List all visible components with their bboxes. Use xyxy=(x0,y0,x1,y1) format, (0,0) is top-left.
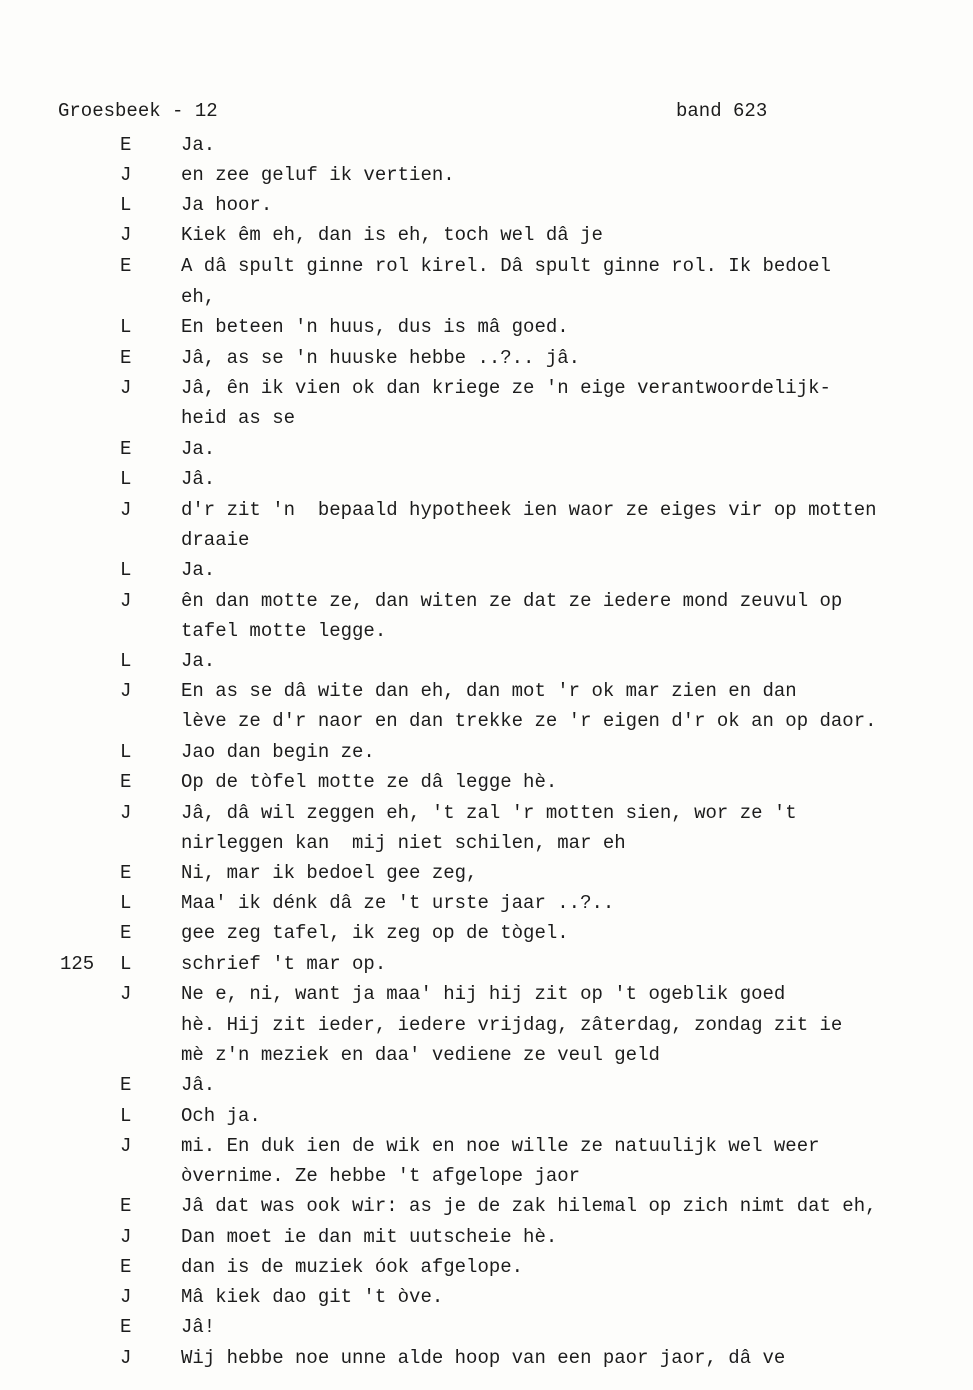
utterance-text: Dan moet ie dan mit uutscheie hè. xyxy=(181,1226,558,1248)
transcript-line xyxy=(0,525,973,555)
utterance-text: Ja hoor. xyxy=(181,194,273,216)
transcript-line xyxy=(0,190,973,220)
utterance-text: dan is de muziek óok afgelope. xyxy=(181,1256,524,1278)
utterance-text: Jâ! xyxy=(181,1316,216,1338)
speaker-label: E xyxy=(120,255,132,277)
transcript-line xyxy=(0,282,973,312)
utterance-text: Jâ. xyxy=(181,1074,216,1096)
transcript-line xyxy=(0,888,973,918)
transcript-line xyxy=(0,798,973,828)
utterance-text: Jâ, dâ wil zeggen eh, 't zal 'r motten sien, wor ze 't xyxy=(181,802,797,824)
utterance-text: òvernime. Ze hebbe 't afgelope jaor xyxy=(181,1165,581,1187)
transcript-line xyxy=(0,616,973,646)
utterance-text: draaie xyxy=(181,529,250,551)
utterance-text: nirleggen kan mij niet schilen, mar eh xyxy=(181,832,626,854)
utterance-text: Jâ dat was ook wir: as je de zak hilemal op zich nimt dat eh, xyxy=(181,1195,877,1217)
transcript-line xyxy=(0,403,973,433)
speaker-label: L xyxy=(120,468,132,490)
transcript-line xyxy=(0,586,973,616)
utterance-text: eh, xyxy=(181,286,216,308)
utterance-text: lève ze d'r naor en dan trekke ze 'r eigen d'r ok an op daor. xyxy=(181,710,877,732)
transcript-line xyxy=(0,767,973,797)
speaker-label: J xyxy=(120,802,132,824)
utterance-text: Kiek êm eh, dan is eh, toch wel dâ je xyxy=(181,224,603,246)
speaker-label: E xyxy=(120,862,132,884)
utterance-text: Jao dan begin ze. xyxy=(181,741,375,763)
utterance-text: Jâ, as se 'n huuske hebbe ..?.. jâ. xyxy=(181,347,581,369)
transcript-line xyxy=(0,979,973,1009)
utterance-text: Ja. xyxy=(181,650,216,672)
transcript-line xyxy=(0,130,973,160)
utterance-text: Jâ. xyxy=(181,468,216,490)
utterance-text: En beteen 'n huus, dus is mâ goed. xyxy=(181,316,569,338)
speaker-label: L xyxy=(120,953,132,975)
speaker-label: J xyxy=(120,224,132,246)
transcript-line xyxy=(0,1010,973,1040)
transcript-line xyxy=(0,495,973,525)
speaker-label: E xyxy=(120,347,132,369)
transcript-line xyxy=(0,160,973,190)
transcript-line xyxy=(0,949,973,979)
speaker-label: E xyxy=(120,1256,132,1278)
utterance-text: Ja. xyxy=(181,559,216,581)
transcript-line xyxy=(0,1101,973,1131)
utterance-text: A dâ spult ginne rol kirel. Dâ spult ginne rol. Ik bedoel xyxy=(181,255,831,277)
transcript-line xyxy=(0,1222,973,1252)
speaker-label: J xyxy=(120,590,132,612)
utterance-text: en zee geluf ik vertien. xyxy=(181,164,455,186)
speaker-label: L xyxy=(120,1105,132,1127)
speaker-label: E xyxy=(120,438,132,460)
speaker-label: L xyxy=(120,741,132,763)
utterance-text: hè. Hij zit ieder, iedere vrijdag, zâterdag, zondag zit ie xyxy=(181,1014,843,1036)
utterance-text: Ja. xyxy=(181,134,216,156)
transcript-line xyxy=(0,1191,973,1221)
speaker-label: L xyxy=(120,650,132,672)
transcript-line xyxy=(0,1131,973,1161)
transcript-line xyxy=(0,343,973,373)
utterance-text: Jâ, ên ik vien ok dan kriege ze 'n eige verantwoordelijk- xyxy=(181,377,831,399)
utterance-text: tafel motte legge. xyxy=(181,620,387,642)
speaker-label: E xyxy=(120,771,132,793)
utterance-text: d'r zit 'n bepaald hypotheek ien waor ze eiges vir op motten xyxy=(181,499,877,521)
utterance-text: Ne e, ni, want ja maa' hij hij zit op 't ogeblik goed xyxy=(181,983,786,1005)
transcript-line xyxy=(0,828,973,858)
speaker-label: E xyxy=(120,922,132,944)
transcript-line xyxy=(0,858,973,888)
utterance-text: Op de tòfel motte ze dâ legge hè. xyxy=(181,771,558,793)
speaker-label: J xyxy=(120,1226,132,1248)
utterance-text: mi. En duk ien de wik en noe wille ze natuulijk wel weer xyxy=(181,1135,820,1157)
utterance-text: En as se dâ wite dan eh, dan mot 'r ok mar zien en dan xyxy=(181,680,797,702)
transcript-line xyxy=(0,918,973,948)
transcript-line xyxy=(0,312,973,342)
utterance-text: Mâ kiek dao git 't òve. xyxy=(181,1286,444,1308)
transcript-line xyxy=(0,646,973,676)
transcript-line xyxy=(0,1252,973,1282)
utterance-text: Ni, mar ik bedoel gee zeg, xyxy=(181,862,478,884)
transcript-line xyxy=(0,1312,973,1342)
speaker-label: J xyxy=(120,1135,132,1157)
speaker-label: E xyxy=(120,1074,132,1096)
speaker-label: J xyxy=(120,164,132,186)
utterance-text: ên dan motte ze, dan witen ze dat ze iedere mond zeuvul op xyxy=(181,590,843,612)
header-location: Groesbeek - 12 xyxy=(58,100,218,122)
transcript-line xyxy=(0,251,973,281)
transcript-line xyxy=(0,706,973,736)
speaker-label: L xyxy=(120,559,132,581)
speaker-label: L xyxy=(120,892,132,914)
transcript-line xyxy=(0,1070,973,1100)
speaker-label: J xyxy=(120,499,132,521)
transcript-line xyxy=(0,1161,973,1191)
utterance-text: Ja. xyxy=(181,438,216,460)
speaker-label: E xyxy=(120,1195,132,1217)
transcript-line xyxy=(0,1040,973,1070)
speaker-label: E xyxy=(120,1316,132,1338)
transcript-line xyxy=(0,220,973,250)
transcript-line xyxy=(0,737,973,767)
speaker-label: L xyxy=(120,194,132,216)
transcript-line xyxy=(0,464,973,494)
utterance-text: Och ja. xyxy=(181,1105,261,1127)
speaker-label: J xyxy=(120,680,132,702)
speaker-label: J xyxy=(120,983,132,1005)
transcript-line xyxy=(0,1343,973,1373)
transcript-line xyxy=(0,373,973,403)
speaker-label: J xyxy=(120,1286,132,1308)
transcript-line xyxy=(0,555,973,585)
utterance-text: mè z'n meziek en daa' vediene ze veul geld xyxy=(181,1044,660,1066)
utterance-text: Maa' ik dénk dâ ze 't urste jaar ..?.. xyxy=(181,892,615,914)
utterance-text: heid as se xyxy=(181,407,296,429)
speaker-label: J xyxy=(120,1347,132,1369)
utterance-text: Wij hebbe noe unne alde hoop van een paor jaor, dâ ve xyxy=(181,1347,786,1369)
transcript-line xyxy=(0,1282,973,1312)
line-number: 125 xyxy=(60,953,95,975)
speaker-label: L xyxy=(120,316,132,338)
speaker-label: J xyxy=(120,377,132,399)
speaker-label: E xyxy=(120,134,132,156)
transcript-line xyxy=(0,676,973,706)
transcript-line xyxy=(0,434,973,464)
utterance-text: gee zeg tafel, ik zeg op de tògel. xyxy=(181,922,569,944)
header-tape-number: band 623 xyxy=(676,100,768,122)
utterance-text: schrief 't mar op. xyxy=(181,953,387,975)
